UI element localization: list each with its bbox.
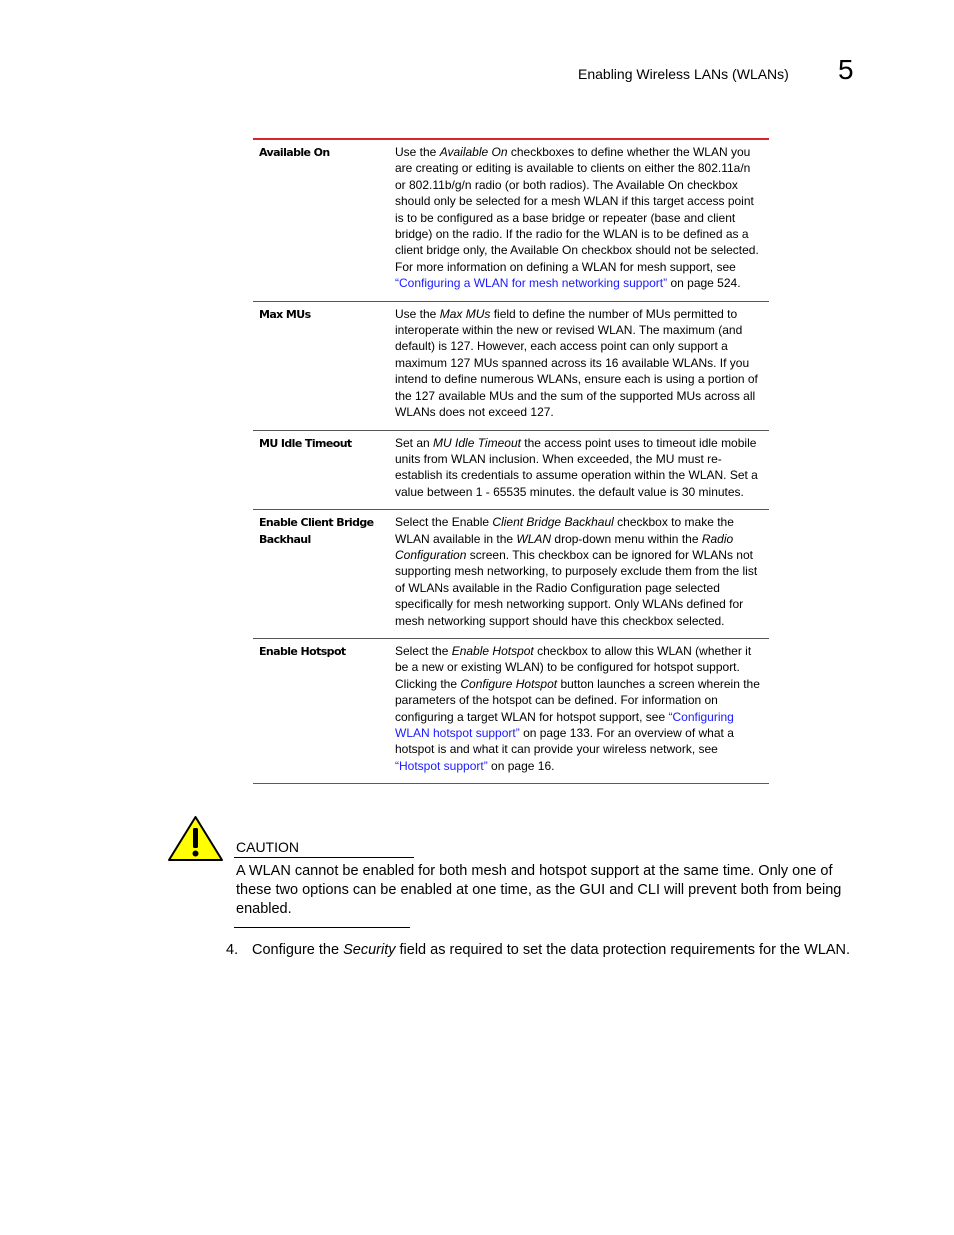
step-number: 4. bbox=[226, 942, 239, 958]
text-run: on page 133. For an overview of what a hotspot is and what it can provide your wireless network, see bbox=[395, 726, 734, 757]
text-run: Use the bbox=[395, 145, 440, 159]
text-run: checkbox to make the WLAN available in the bbox=[395, 515, 734, 546]
text-run: on page 524. bbox=[667, 276, 741, 291]
caution-rule-top bbox=[234, 857, 414, 858]
emphasis-text: Radio Configuration bbox=[395, 531, 734, 562]
table-row bbox=[253, 301, 769, 430]
text-run: Configure the bbox=[252, 942, 344, 958]
parameter-name: Available On bbox=[259, 146, 330, 159]
cross-reference-link[interactable]: “Configuring WLAN hotspot support” bbox=[395, 709, 734, 740]
parameter-description bbox=[392, 638, 769, 783]
text-run: on page 16. bbox=[487, 758, 555, 773]
emphasis-text: MU Idle Timeout bbox=[433, 435, 521, 450]
caution-rule-bottom bbox=[234, 927, 410, 928]
text-run: Use the bbox=[395, 306, 440, 321]
text-run: field as required to set the data protection requirements for the WLAN. bbox=[395, 942, 851, 958]
caution-label: CAUTION bbox=[236, 839, 299, 855]
parameter-name: MU Idle Timeout bbox=[253, 430, 392, 510]
text-run: Set an bbox=[395, 435, 434, 450]
table-row bbox=[253, 430, 769, 510]
text-run: button launches a screen wherein the parameters of the hotspot can be defined. For information on configuring a target WLAN for hotspot support, see bbox=[395, 676, 760, 724]
parameter-description bbox=[392, 430, 769, 510]
table-row bbox=[253, 510, 769, 639]
emphasis-text: Configure Hotspot bbox=[460, 676, 558, 691]
text-run: field to define the number of MUs permitted to interoperate within the new or revised WLAN. The maximum (and default) is 127. However, each access point can only support a maximum 127 MUs spanned across its 16 available WLANs. If you intend to define numerous WLANs, ensure each is using a portion of the 127 available MUs and the sum of the supported MUs across all WLANs does not exceed 127. bbox=[395, 306, 758, 420]
cross-reference-link[interactable]: “Configuring a WLAN for mesh networking support” bbox=[395, 276, 668, 291]
parameter-name: Max MUs bbox=[253, 301, 392, 430]
emphasis-text: Max MUs bbox=[439, 306, 491, 321]
table-row bbox=[253, 139, 769, 301]
chapter-number: 5 bbox=[838, 54, 854, 85]
emphasis-text: Security bbox=[343, 942, 396, 958]
text-run: the access point uses to timeout idle mobile units from WLAN inclusion. When exceeded, the MU must re-establish its credentials to assume operation within the WLAN. Set a value between 1 - 65535 minutes. the default value is 30 minutes. bbox=[395, 435, 758, 499]
page-header-title: Enabling Wireless LANs (WLANs) bbox=[578, 66, 789, 82]
table-row bbox=[253, 638, 769, 783]
cross-reference-link[interactable]: “Hotspot support” bbox=[395, 758, 488, 773]
parameter-name: Enable Hotspot bbox=[253, 638, 392, 783]
text-run: screen. This checkbox can be ignored for WLANs not supporting mesh networking, to purposely exclude them from the list of WLANs available in the Radio Configuration page selected specifically for mesh networking support. Only WLANs defined for mesh networking support should have this checkbox selected. bbox=[395, 547, 758, 628]
text-run: drop-down menu within the bbox=[551, 531, 702, 546]
emphasis-text: Available On bbox=[439, 145, 508, 159]
caution-text: A WLAN cannot be enabled for both mesh and hotspot support at the same time. Only one of these two options can be enabled at one time, as the GUI and CLI will prevent both from being enabled. bbox=[236, 863, 842, 917]
parameter-description bbox=[392, 510, 769, 639]
parameter-description bbox=[392, 301, 769, 430]
step-text bbox=[252, 942, 850, 958]
parameter-description bbox=[392, 139, 769, 301]
parameter-name: Enable Client Bridge Backhaul bbox=[253, 510, 392, 639]
warning-triangle-icon bbox=[167, 815, 224, 862]
emphasis-text: Enable Hotspot bbox=[451, 643, 534, 658]
text-run: Select the Enable bbox=[395, 515, 493, 530]
parameter-table bbox=[253, 138, 769, 784]
emphasis-text: Client Bridge Backhaul bbox=[492, 515, 614, 530]
text-run: checkbox to allow this WLAN (whether it be a new or existing WLAN) to be configured for hotspot support. Clicking the bbox=[395, 643, 752, 691]
step-item bbox=[226, 941, 850, 960]
emphasis-text: WLAN bbox=[516, 531, 552, 546]
text-run: Select the bbox=[395, 643, 452, 658]
text-run: checkboxes to define whether the WLAN you are creating or editing is available to clients on either the 802.11a/n or 802.11b/g/n radio (or both radios). The Available On checkbox should only be selected for a mesh WLAN if this target access point is to be configured as a base bridge or repeater (base and client bridge) on the radio. If the radio for the WLAN is to be defined as a client bridge only, the Available On checkbox should not be selected. For more information on defining a WLAN for mesh support, see bbox=[395, 145, 759, 274]
